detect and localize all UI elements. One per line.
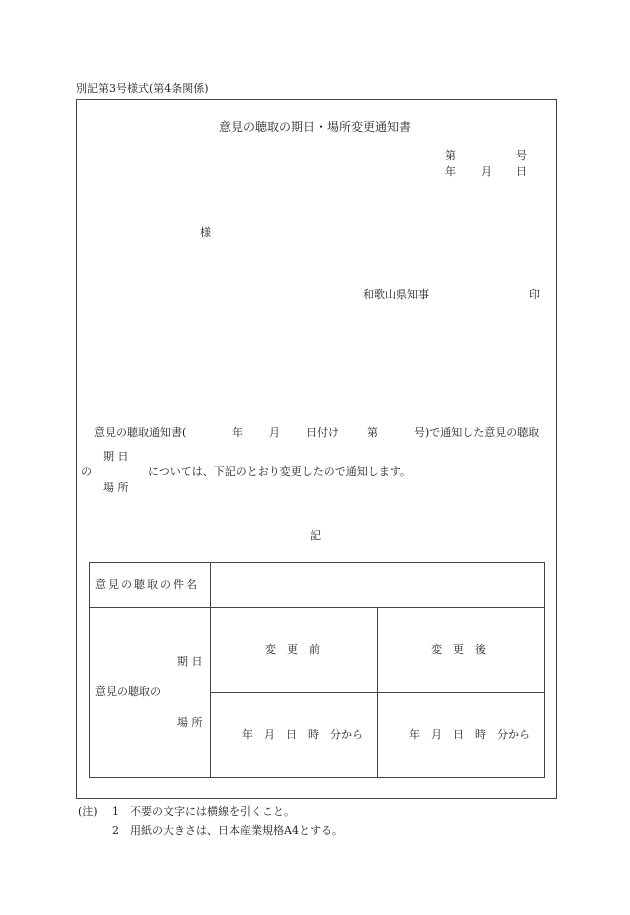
note1-number: 1 [112,805,119,818]
date-year-label: 年 [445,165,456,178]
after-datetime: 年 月 日 時 分から [409,728,530,741]
sender-name: 和歌山県知事 [363,288,429,301]
table-kijitsu: 期 日 [177,655,203,668]
body-line2: については、下記のとおり変更したので通知します。 [148,465,411,478]
table-basho: 場 所 [177,716,203,729]
addressee-sama: 様 [200,226,211,239]
body-line1-dated: 日付け [306,426,339,439]
body-no: の [81,465,92,478]
body-kijitsu: 期 日 [103,450,129,463]
before-header: 変 更 前 [265,643,320,656]
number-go-label: 号 [516,149,527,162]
number-dai-label: 第 [445,149,456,162]
after-header: 変 更 後 [431,643,486,656]
table-iken-label: 意見の聴取の [95,685,161,698]
body-basho: 場 所 [103,481,129,494]
body-line1-year: 年 [232,426,243,439]
body-line1-dai: 第 [367,426,378,439]
table-inner-row-divider [210,692,544,693]
before-datetime: 年 月 日 時 分から [242,728,363,741]
ki-heading: 記 [310,529,321,542]
change-table [89,562,545,778]
note2-text: 用紙の大きさは、日本産業規格A4とする。 [130,824,343,837]
subject-label: 意見の聴取の件名 [95,578,199,591]
note1-text: 不要の文字には横線を引くこと。 [130,805,295,818]
notes-prefix: (注) [78,805,98,818]
seal-mark: 印 [529,288,540,301]
table-col-divider-left [210,562,211,777]
body-line1-month: 月 [269,426,280,439]
date-month-label: 月 [481,165,492,178]
note2-number: 2 [112,824,119,837]
document-title: 意見の聴取の期日・場所変更通知書 [219,120,412,134]
form-reference: 別記第3号様式(第4条関係) [76,82,209,95]
table-row-divider [89,607,544,608]
body-line1-start: 意見の聴取通知書( [94,426,187,439]
body-line1-end: 号)で通知した意見の聴取 [414,426,540,439]
date-day-label: 日 [516,165,527,178]
